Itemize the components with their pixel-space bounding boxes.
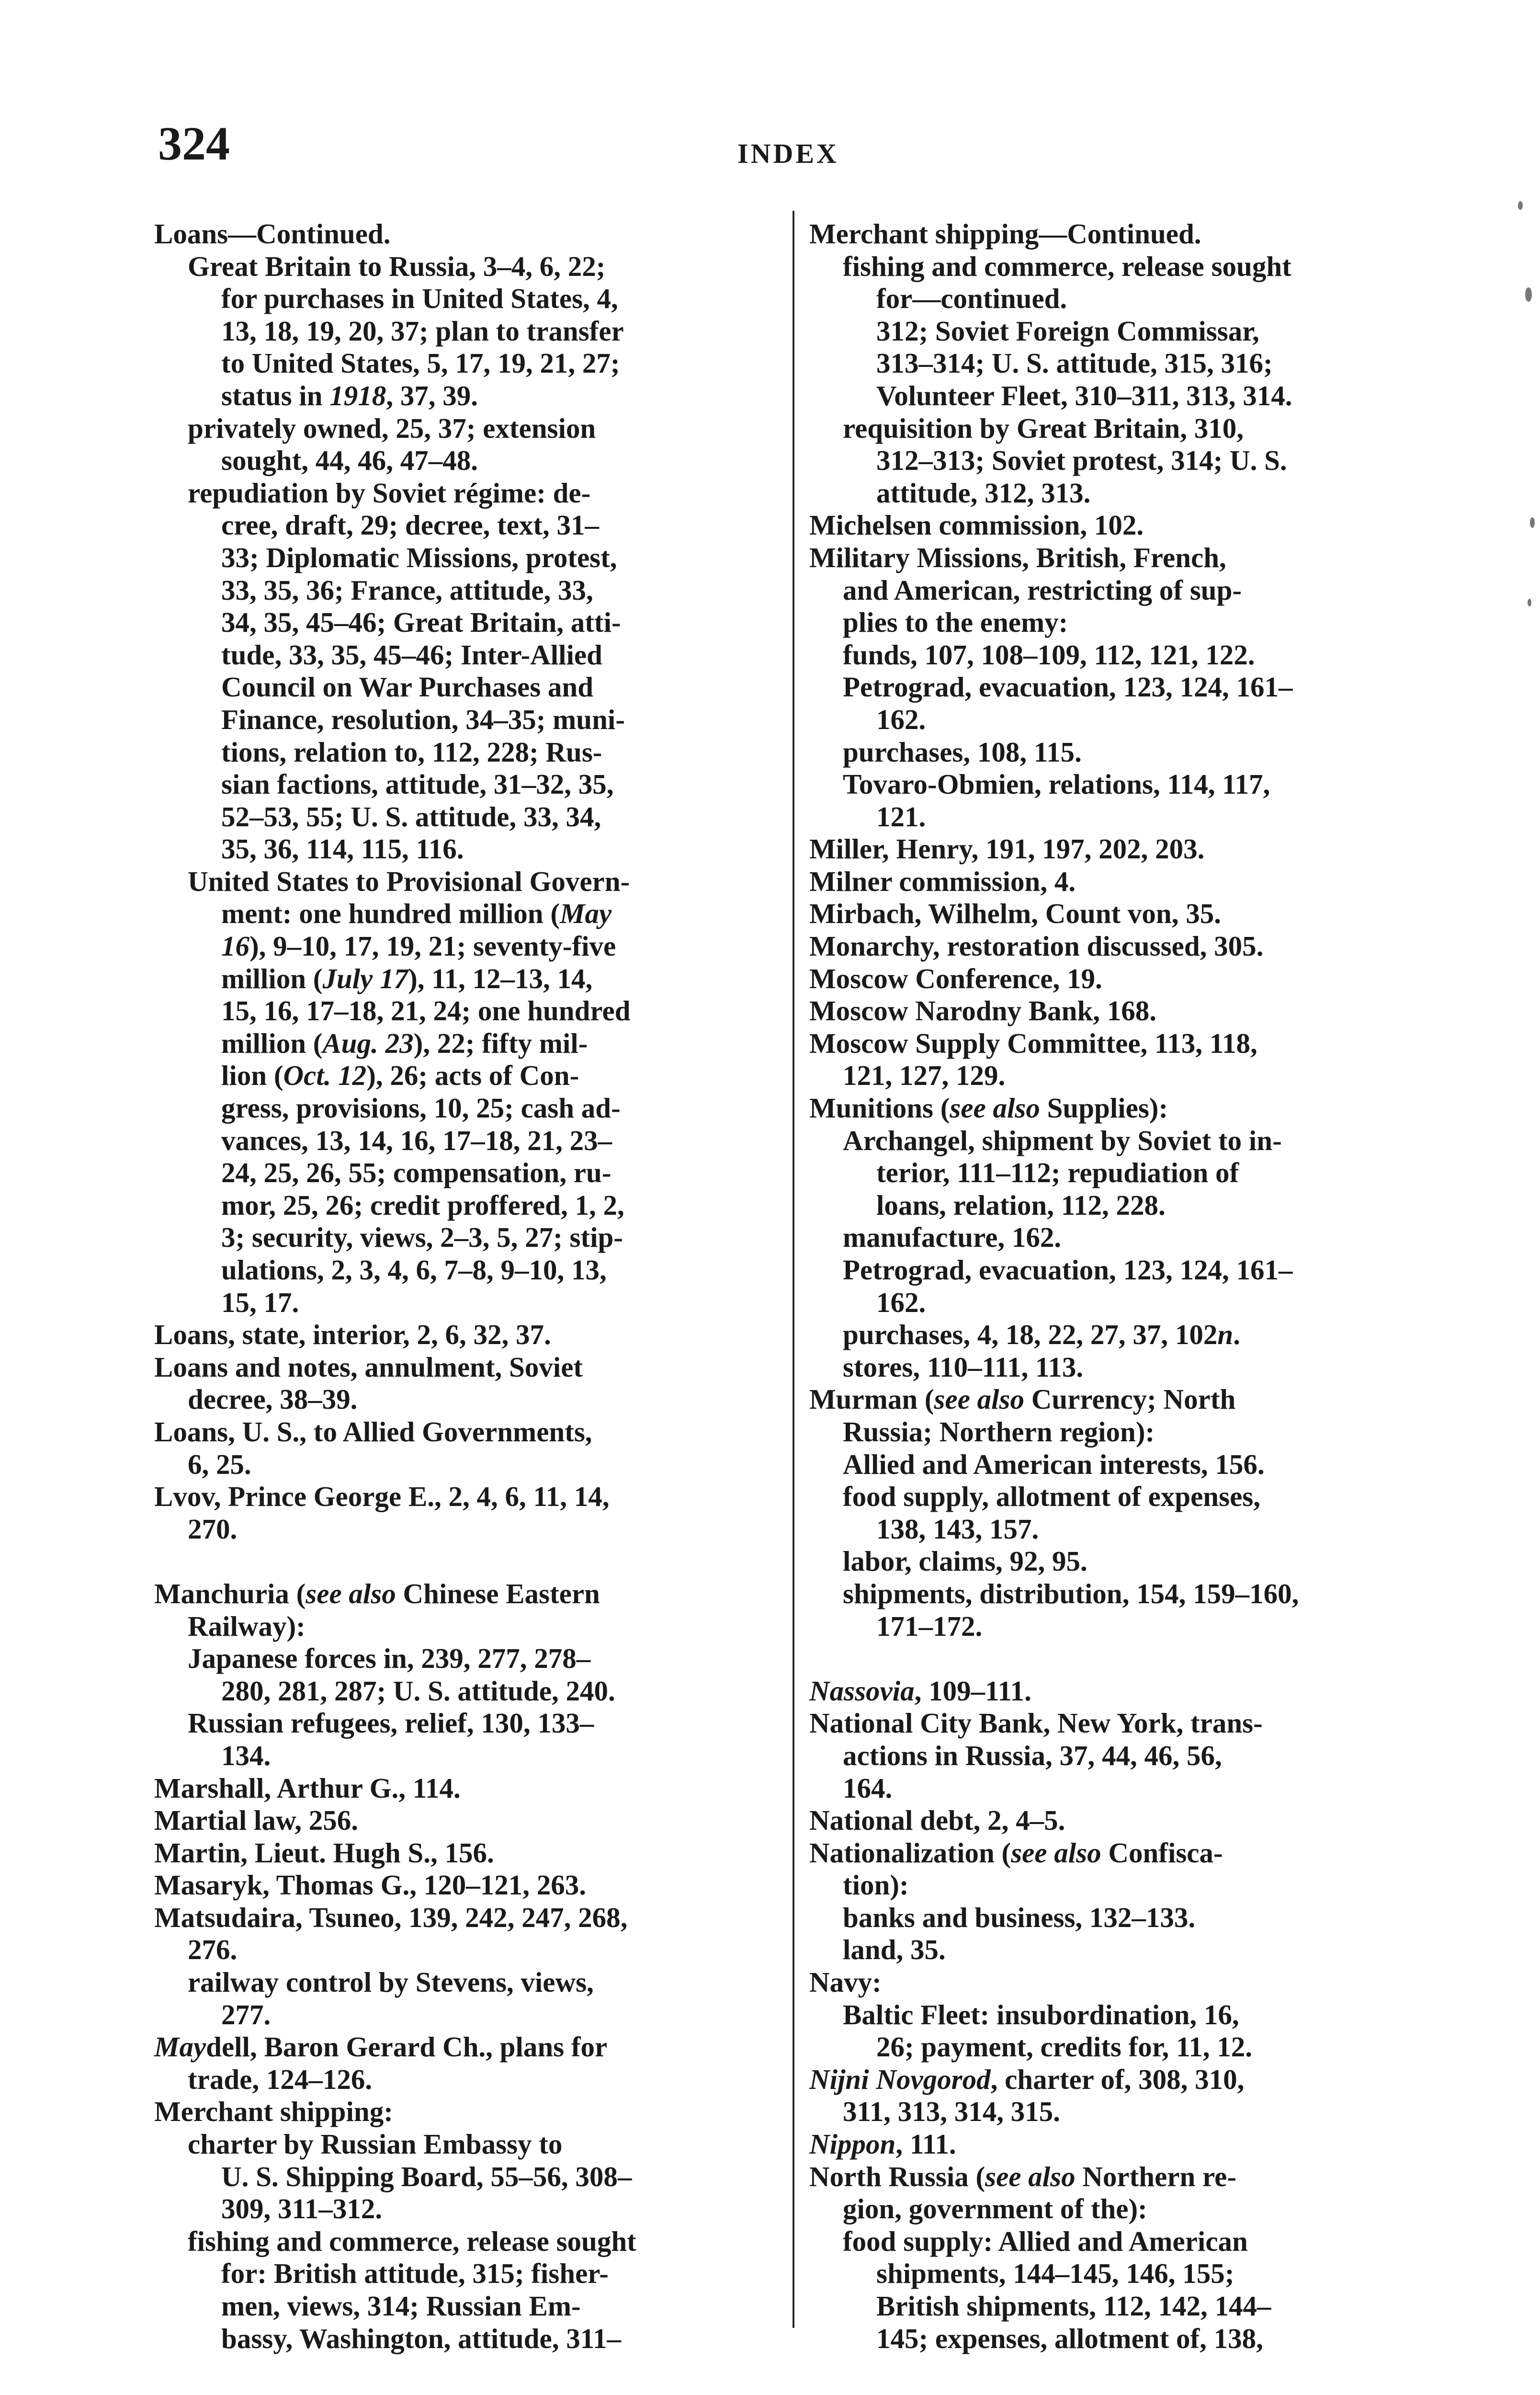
scan-speck xyxy=(1525,287,1532,302)
index-line: Great Britain to Russia, 3–4, 6, 22; xyxy=(188,250,606,282)
index-line: shipments, distribution, 154, 159–160, xyxy=(843,1577,1299,1609)
index-line: 162. xyxy=(876,1286,926,1318)
index-line: attitude, 312, 313. xyxy=(876,477,1091,509)
index-line: Military Missions, British, French, xyxy=(809,541,1226,573)
index-line: million (July 17), 11, 12–13, 14, xyxy=(221,962,593,994)
index-line: National debt, 2, 4–5. xyxy=(809,1804,1065,1836)
index-line: Mirbach, Wilhelm, Count von, 35. xyxy=(809,898,1221,930)
index-line: terior, 111–112; repudiation of xyxy=(876,1157,1239,1189)
index-line: bassy, Washington, attitude, 311– xyxy=(221,2322,621,2354)
index-line: charter by Russian Embassy to xyxy=(188,2128,563,2160)
index-line: lion (Oct. 12), 26; acts of Con- xyxy=(221,1060,579,1092)
index-line: Lvov, Prince George E., 2, 4, 6, 11, 14, xyxy=(154,1481,610,1513)
index-line: tion): xyxy=(843,1869,909,1901)
index-line: 15, 17. xyxy=(221,1286,299,1318)
scan-speck xyxy=(1518,201,1523,210)
index-line: for purchases in United States, 4, xyxy=(221,283,618,315)
index-line: National City Bank, New York, trans- xyxy=(809,1707,1263,1739)
index-line: Michelsen commission, 102. xyxy=(809,509,1144,541)
index-line: purchases, 108, 115. xyxy=(843,736,1082,768)
index-line: Loans, U. S., to Allied Governments, xyxy=(154,1415,592,1448)
index-line: requisition by Great Britain, 310, xyxy=(843,412,1244,444)
index-line: shipments, 144–145, 146, 155; xyxy=(876,2258,1234,2290)
index-line: railway control by Stevens, views, xyxy=(188,1966,594,1998)
index-line: Finance, resolution, 34–35; muni- xyxy=(221,703,625,735)
index-line: Archangel, shipment by Soviet to in- xyxy=(843,1124,1282,1156)
index-line: 121. xyxy=(876,800,926,833)
index-line: 311, 313, 314, 315. xyxy=(843,2096,1060,2128)
index-line: status in 1918, 37, 39. xyxy=(221,379,478,411)
index-line: 309, 311–312. xyxy=(221,2193,382,2225)
index-line: Japanese forces in, 239, 277, 278– xyxy=(188,1642,591,1675)
index-line: funds, 107, 108–109, 112, 121, 122. xyxy=(843,639,1255,671)
index-line: 33, 35, 36; France, attitude, 33, xyxy=(221,574,593,606)
index-line: Petrograd, evacuation, 123, 124, 161– xyxy=(843,671,1293,703)
index-line: cree, draft, 29; decree, text, 31– xyxy=(221,509,600,541)
index-line: 3; security, views, 2–3, 5, 27; stip- xyxy=(221,1221,623,1254)
index-line: loans, relation, 112, 228. xyxy=(876,1189,1166,1221)
index-line: million (Aug. 23), 22; fifty mil- xyxy=(221,1027,588,1059)
index-line: banks and business, 132–133. xyxy=(843,1901,1196,1933)
index-line: stores, 110–111, 113. xyxy=(843,1351,1084,1383)
index-line: men, views, 314; Russian Em- xyxy=(221,2290,581,2322)
index-line: 312–313; Soviet protest, 314; U. S. xyxy=(876,445,1287,477)
scan-speck xyxy=(1530,517,1535,528)
index-line: 35, 36, 114, 115, 116. xyxy=(221,833,464,865)
index-line: Loans—Continued. xyxy=(154,218,391,250)
index-line: plies to the enemy: xyxy=(843,606,1068,639)
index-line: Tovaro-Obmien, relations, 114, 117, xyxy=(843,768,1270,800)
index-line: 134. xyxy=(221,1739,271,1771)
index-line: decree, 38–39. xyxy=(188,1383,358,1415)
index-line: 15, 16, 17–18, 21, 24; one hundred xyxy=(221,995,631,1027)
index-line: 26; payment, credits for, 11, 12. xyxy=(876,2031,1252,2063)
index-line: Russian refugees, relief, 130, 133– xyxy=(188,1707,594,1739)
index-line: Martial law, 256. xyxy=(154,1804,359,1836)
index-line: Martin, Lieut. Hugh S., 156. xyxy=(154,1836,494,1869)
index-line: purchases, 4, 18, 22, 27, 37, 102n. xyxy=(843,1319,1240,1351)
index-line: 145; expenses, allotment of, 138, xyxy=(876,2322,1263,2354)
index-line: Manchuria (see also Chinese Eastern xyxy=(154,1577,600,1609)
index-line: 270. xyxy=(188,1513,238,1545)
index-line: Railway): xyxy=(188,1610,306,1642)
index-line: Navy: xyxy=(809,1966,882,1998)
index-line: British shipments, 112, 142, 144– xyxy=(876,2290,1271,2322)
page-number: 324 xyxy=(158,117,230,170)
index-line: Maydell, Baron Gerard Ch., plans for xyxy=(154,2031,608,2063)
index-line: 16), 9–10, 17, 19, 21; seventy-five xyxy=(221,930,616,962)
index-line: Nationalization (see also Confisca- xyxy=(809,1836,1223,1869)
index-line: 164. xyxy=(843,1772,893,1804)
index-line: 171–172. xyxy=(876,1610,983,1642)
index-line: gion, government of the): xyxy=(843,2193,1147,2225)
index-line: for: British attitude, 315; fisher- xyxy=(221,2258,609,2290)
index-line: Loans, state, interior, 2, 6, 32, 37. xyxy=(154,1319,551,1351)
index-line: 312; Soviet Foreign Commissar, xyxy=(876,315,1259,347)
index-line: Merchant shipping: xyxy=(154,2096,393,2128)
index-line: Volunteer Fleet, 310–311, 313, 314. xyxy=(876,379,1292,411)
index-line: Nassovia, 109–111. xyxy=(809,1675,1031,1707)
index-line: Nijni Novgorod, charter of, 308, 310, xyxy=(809,2063,1245,2095)
index-line: ment: one hundred million (May xyxy=(221,898,612,930)
index-line: 121, 127, 129. xyxy=(843,1060,1006,1092)
blank-line xyxy=(154,1545,777,1578)
scan-speck xyxy=(1528,599,1531,606)
index-line: Moscow Supply Committee, 113, 118, xyxy=(809,1027,1257,1059)
index-line: gress, provisions, 10, 25; cash ad- xyxy=(221,1092,621,1124)
index-line: 24, 25, 26, 55; compensation, ru- xyxy=(221,1157,611,1189)
index-line: labor, claims, 92, 95. xyxy=(843,1545,1087,1577)
index-line: tude, 33, 35, 45–46; Inter-Allied xyxy=(221,639,602,671)
index-line: Allied and American interests, 156. xyxy=(843,1448,1265,1480)
index-line: Murman (see also Currency; North xyxy=(809,1383,1236,1415)
index-line: sian factions, attitude, 31–32, 35, xyxy=(221,768,614,800)
index-line: North Russia (see also Northern re- xyxy=(809,2160,1236,2192)
index-line: Miller, Henry, 191, 197, 202, 203. xyxy=(809,833,1205,865)
index-line: for—continued. xyxy=(876,283,1067,315)
index-line: actions in Russia, 37, 44, 46, 56, xyxy=(843,1739,1222,1771)
index-line: 162. xyxy=(876,703,926,735)
index-line: manufacture, 162. xyxy=(843,1221,1062,1254)
blank-line xyxy=(809,1642,1432,1675)
index-line: Munitions (see also Supplies): xyxy=(809,1092,1168,1124)
running-head: INDEX xyxy=(737,138,839,169)
index-line: Petrograd, evacuation, 123, 124, 161– xyxy=(843,1254,1293,1286)
index-line: food supply, allotment of expenses, xyxy=(843,1481,1260,1513)
index-line: Merchant shipping—Continued. xyxy=(809,218,1201,250)
index-line: food supply: Allied and American xyxy=(843,2225,1248,2257)
index-line: 313–314; U. S. attitude, 315, 316; xyxy=(876,347,1273,379)
index-line: Moscow Conference, 19. xyxy=(809,962,1102,994)
index-line: 33; Diplomatic Missions, protest, xyxy=(221,541,617,573)
index-line: Monarchy, restoration discussed, 305. xyxy=(809,930,1264,962)
index-line: 276. xyxy=(188,1934,238,1966)
index-line: 277. xyxy=(221,1998,271,2030)
index-line: Milner commission, 4. xyxy=(809,865,1076,897)
index-line: 138, 143, 157. xyxy=(876,1513,1039,1545)
index-line: privately owned, 25, 37; extension xyxy=(188,412,596,444)
index-line: United States to Provisional Govern- xyxy=(188,865,630,897)
index-line: Russia; Northern region): xyxy=(843,1415,1155,1448)
index-line: Council on War Purchases and xyxy=(221,671,594,703)
index-line: 13, 18, 19, 20, 37; plan to transfer xyxy=(221,315,624,347)
index-line: Baltic Fleet: insubordination, 16, xyxy=(843,1998,1239,2030)
column-divider xyxy=(793,211,794,2328)
index-line: Masaryk, Thomas G., 120–121, 263. xyxy=(154,1869,586,1901)
index-line: 6, 25. xyxy=(188,1448,251,1480)
index-line: repudiation by Soviet régime: de- xyxy=(188,477,591,509)
index-line: and American, restricting of sup- xyxy=(843,574,1242,606)
index-line: mor, 25, 26; credit proffered, 1, 2, xyxy=(221,1189,624,1221)
index-line: 34, 35, 45–46; Great Britain, atti- xyxy=(221,606,621,639)
index-line: land, 35. xyxy=(843,1934,946,1966)
index-line: Loans and notes, annulment, Soviet xyxy=(154,1351,583,1383)
index-line: vances, 13, 14, 16, 17–18, 21, 23– xyxy=(221,1124,612,1156)
index-column-left xyxy=(154,218,777,2355)
index-line: sought, 44, 46, 47–48. xyxy=(221,445,478,477)
index-line: fishing and commerce, release sought xyxy=(843,250,1291,282)
index-line: Moscow Narodny Bank, 168. xyxy=(809,995,1157,1027)
index-column-right xyxy=(809,218,1432,2355)
index-line: fishing and commerce, release sought xyxy=(188,2225,636,2257)
index-line: 52–53, 55; U. S. attitude, 33, 34, xyxy=(221,800,601,833)
index-line: 280, 281, 287; U. S. attitude, 240. xyxy=(221,1675,615,1707)
index-line: Marshall, Arthur G., 114. xyxy=(154,1772,461,1804)
index-line: ulations, 2, 3, 4, 6, 7–8, 9–10, 13, xyxy=(221,1254,607,1286)
index-line: tions, relation to, 112, 228; Rus- xyxy=(221,736,602,768)
index-line: U. S. Shipping Board, 55–56, 308– xyxy=(221,2160,632,2192)
index-line: Nippon, 111. xyxy=(809,2128,956,2160)
index-line: to United States, 5, 17, 19, 21, 27; xyxy=(221,347,620,379)
index-line: trade, 124–126. xyxy=(188,2063,373,2095)
index-line: Matsudaira, Tsuneo, 139, 242, 247, 268, xyxy=(154,1901,628,1933)
